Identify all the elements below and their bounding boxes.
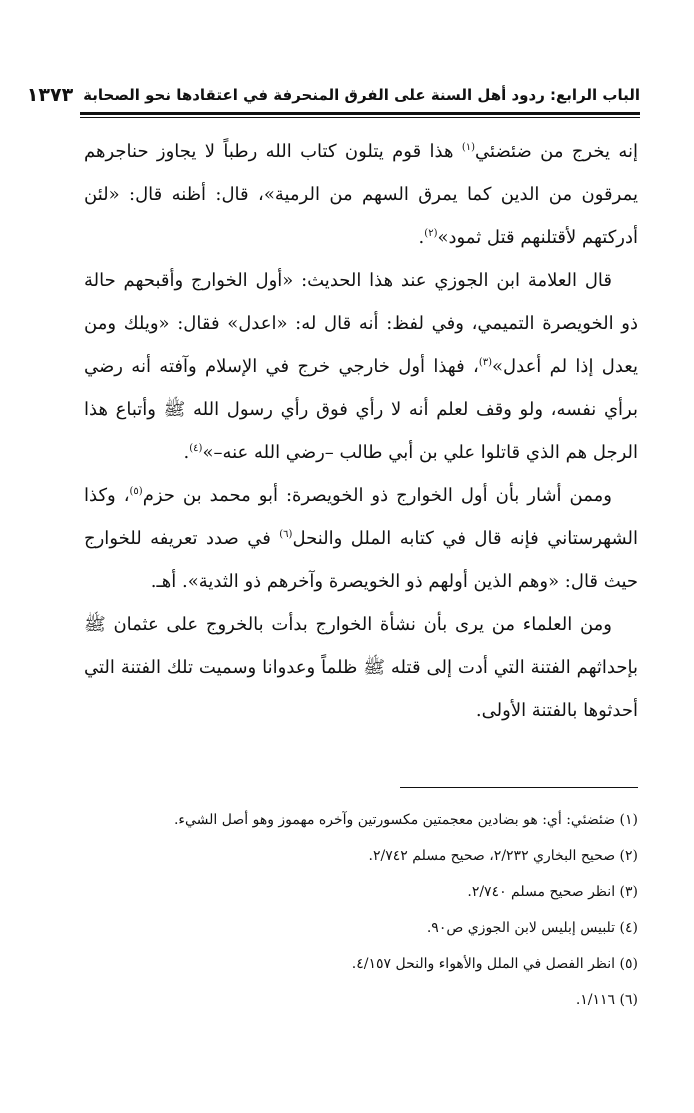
paragraph-text: ، وكذا الشهرستاني فإنه قال في كتابه الملل والنحل [84,485,639,549]
paragraph-text: . [418,227,425,248]
paragraph-text: هذا قوم يتلون كتاب الله رطباً لا يجاوز حناجرهم يمرقون من الدين كما يمرق السهم من الرمية»، قال: أظنه قال: «لئن أدركتهم لأقتلنهم قتل ثمود» [84,141,638,248]
page-number: ١٣٧٣ [26,84,74,106]
footnote-ref[interactable]: (١) [461,142,476,153]
paragraph-text: وممن أشار بأن أول الخوارج ذو الخويصرة: أبو محمد بن حزم [142,485,612,506]
paragraph [84,474,638,603]
footnote-ref[interactable]: (٢) [424,228,438,239]
footnotes [84,802,638,1018]
footnote-ref[interactable]: (٦) [279,529,293,540]
footnote: (٢) صحيح البخاري ٢/٢٣٢، صحيح مسلم ٢/٧٤٢. [368,848,638,864]
header-rule-thin [80,117,640,118]
header-title: الباب الرابع: ردود أهل السنة على الفرق المنحرفة في اعتقادها نحو الصحابة [83,86,640,104]
paragraph [84,603,638,732]
footnote-ref[interactable]: (٥) [129,486,143,497]
paragraph-text: ومن العلماء من يرى بأن نشأة الخوارج بدأت بالخروج على عثمان ﷺ بإحداثهم الفتنة التي أدت إلى قتله ﷺ ظلماً وعدوانا وسميت تلك الفتنة التي أحدثوها بالفتنة الأولى. [84,614,638,721]
paragraph-text: ، فهذا أول خارجي خرج في الإسلام وآفته أنه رضي برأي نفسه، ولو وقف لعلم أنه لا رأي فوق رأي رسول الله ﷺ وأتباع هذا الرجل هم الذي قاتلوا علي بن أبي طالب –رضي الله عنه–» [84,356,638,463]
footnote: (٦) ١/١١٦. [575,992,638,1008]
footnote: (٤) تلبيس إبليس لابن الجوزي ص٩٠. [426,920,638,936]
footnote-ref[interactable]: (٣) [478,357,493,368]
paragraph-text: إنه يخرج من ضئضئي [475,141,638,162]
footnote-separator [400,787,638,788]
main-text [84,130,638,732]
paragraph [84,259,638,474]
running-header [26,82,640,108]
header-rule-thick [80,112,640,115]
footnote-ref[interactable]: (٤) [189,443,203,454]
paragraph-text: في صدد تعريفه للخوارج حيث قال: «وهم الذين أولهم ذو الخويصرة وآخرهم ذو الثدية». أهـ. [84,528,638,592]
footnote: (١) ضئضئي: أي: هو بضادين معجمتين مكسورتين وآخره مهموز وهو أصل الشيء. [173,812,638,828]
footnote: (٥) انظر الفصل في الملل والأهواء والنحل ٤/١٥٧. [351,956,638,972]
paragraph [84,130,638,259]
paragraph-text: قال العلامة ابن الجوزي عند هذا الحديث: «أول الخوارج وأقبحهم حالة ذو الخويصرة التميمي، وفي لفظ: أنه قال له: «اعدل» فقال: «ويلك ومن يعدل إذا لم أعدل» [84,270,638,377]
footnote: (٣) انظر صحيح مسلم ٢/٧٤٠. [467,884,638,900]
paragraph-text: . [183,442,190,463]
